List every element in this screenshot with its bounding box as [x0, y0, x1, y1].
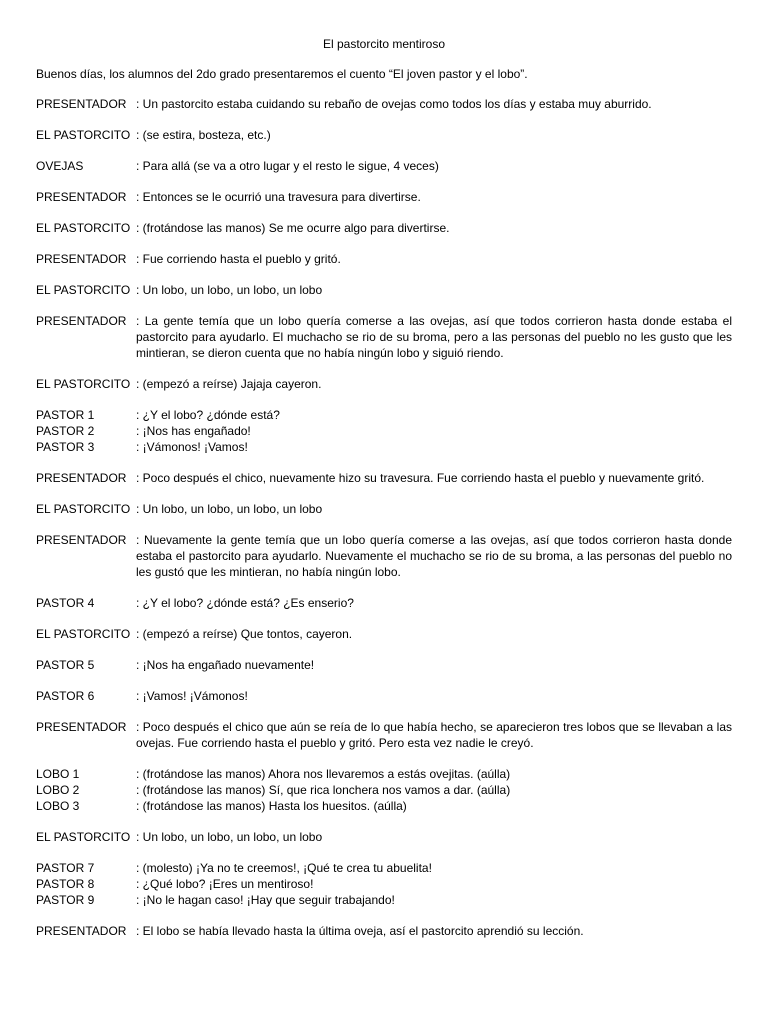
dialogue-block: [36, 860, 732, 908]
speaker-line: : Poco después el chico, nuevamente hizo su travesura. Fue corriendo hasta el pueblo y nuevamente gritó.: [136, 471, 705, 485]
speaker-name: PASTOR 4: [36, 596, 95, 610]
speaker-name: PRESENTADOR: [36, 533, 127, 547]
dialogue-block: [36, 595, 732, 611]
dialogue-line: [36, 782, 732, 798]
speaker-name: PRESENTADOR: [36, 97, 127, 111]
speaker-name: LOBO 2: [36, 783, 80, 797]
speaker-line: : (empezó a reírse) Jajaja cayeron.: [136, 377, 322, 391]
dialogue-line: [36, 798, 732, 814]
speaker-line: : ¡Vamos! ¡Vámonos!: [136, 689, 248, 703]
dialogue-block: [36, 127, 732, 143]
speaker-line: : ¡Nos has engañado!: [136, 424, 251, 438]
dialogue-block: [36, 251, 732, 267]
speaker-line: : Un lobo, un lobo, un lobo, un lobo: [136, 830, 323, 844]
dialogue-line: [36, 376, 732, 392]
speaker-name: EL PASTORCITO: [36, 221, 131, 235]
speaker-line: : ¡Nos ha engañado nuevamente!: [136, 658, 315, 672]
speaker-line: : (frotándose las manos) Se me ocurre algo para divertirse.: [136, 221, 450, 235]
dialogue-line: [36, 892, 732, 908]
speaker-line: : El lobo se había llevado hasta la última oveja, así el pastorcito aprendió su lección.: [136, 924, 584, 938]
speaker-line: : Poco después el chico que aún se reía de lo que había hecho, se aparecieron tres lobos que se llevaban a las ovejas. Fue corriendo hasta el pueblo y gritó. Pero esta vez nadie le creyó.: [136, 720, 732, 750]
dialogue-block: [36, 313, 732, 361]
dialogue-block: [36, 158, 732, 174]
dialogue-line: [36, 189, 732, 205]
dialogue-block: [36, 766, 732, 814]
speaker-name: OVEJAS: [36, 159, 84, 173]
speaker-line: : (empezó a reírse) Que tontos, cayeron.: [136, 627, 353, 641]
dialogue-line: [36, 595, 732, 611]
speaker-line: : (frotándose las manos) Sí, que rica lonchera nos vamos a dar. (aúlla): [136, 783, 511, 797]
dialogue-line: [36, 688, 732, 704]
dialogue-line: [36, 923, 732, 939]
speaker-name: EL PASTORCITO: [36, 128, 131, 142]
speaker-line: : ¡No le hagan caso! ¡Hay que seguir trabajando!: [136, 893, 395, 907]
speaker-name: PRESENTADOR: [36, 314, 127, 328]
speaker-name: PASTOR 1: [36, 408, 95, 422]
dialogue-block: [36, 688, 732, 704]
speaker-name: EL PASTORCITO: [36, 377, 131, 391]
dialogue-block: [36, 376, 732, 392]
speaker-name: LOBO 1: [36, 767, 80, 781]
dialogue-line: [36, 470, 732, 486]
speaker-name: EL PASTORCITO: [36, 502, 131, 516]
speaker-line: : Un lobo, un lobo, un lobo, un lobo: [136, 502, 323, 516]
speaker-name: PASTOR 9: [36, 893, 95, 907]
speaker-name: PASTOR 5: [36, 658, 95, 672]
speaker-line: : ¿Qué lobo? ¡Eres un mentiroso!: [136, 877, 314, 891]
dialogue-line: [36, 96, 732, 112]
speaker-name: PASTOR 8: [36, 877, 95, 891]
dialogue-line: [36, 501, 732, 517]
dialogue-block: [36, 96, 732, 112]
dialogue-block: [36, 220, 732, 236]
dialogue-line: [36, 423, 732, 439]
speaker-name: EL PASTORCITO: [36, 830, 131, 844]
speaker-name: LOBO 3: [36, 799, 80, 813]
dialogue-block: [36, 501, 732, 517]
speaker-name: PRESENTADOR: [36, 924, 127, 938]
dialogue-line: [36, 127, 732, 143]
speaker-line: : La gente temía que un lobo quería comerse a las ovejas, así que todos corrieron hasta donde estaba el pastorcito para ayudarlo. El muchacho se rio de su broma, pero a las personas del pueblo no les gusto que les mintieran, se dieron cuenta que no había ningún lobo y siguió riendo.: [136, 314, 732, 360]
dialogue-block: [36, 829, 732, 845]
dialogue-block: [36, 923, 732, 939]
dialogue-line: [36, 313, 732, 361]
dialogue-list: [36, 96, 732, 939]
speaker-line: : ¿Y el lobo? ¿dónde está?: [136, 408, 280, 422]
speaker-name: EL PASTORCITO: [36, 283, 131, 297]
speaker-line: : Un pastorcito estaba cuidando su rebaño de ovejas como todos los días y estaba muy aburrido.: [136, 97, 652, 111]
dialogue-block: [36, 657, 732, 673]
speaker-name: PASTOR 7: [36, 861, 95, 875]
dialogue-block: [36, 626, 732, 642]
dialogue-line: [36, 220, 732, 236]
speaker-line: : Entonces se le ocurrió una travesura para divertirse.: [136, 190, 421, 204]
dialogue-line: [36, 407, 732, 423]
intro-paragraph: Buenos días, los alumnos del 2do grado presentaremos el cuento “El joven pastor y el lobo”.: [36, 67, 528, 81]
speaker-line: : Un lobo, un lobo, un lobo, un lobo: [136, 283, 323, 297]
dialogue-line: [36, 439, 732, 455]
speaker-line: : ¡Vámonos! ¡Vamos!: [136, 440, 248, 454]
dialogue-line: [36, 251, 732, 267]
dialogue-line: [36, 532, 732, 580]
speaker-line: : (molesto) ¡Ya no te creemos!, ¡Qué te crea tu abuelita!: [136, 861, 432, 875]
speaker-line: : (frotándose las manos) Hasta los huesitos. (aúlla): [136, 799, 407, 813]
speaker-line: : Para allá (se va a otro lugar y el resto le sigue, 4 veces): [136, 159, 439, 173]
speaker-name: PASTOR 3: [36, 440, 95, 454]
dialogue-line: [36, 860, 732, 876]
dialogue-line: [36, 626, 732, 642]
speaker-name: EL PASTORCITO: [36, 627, 131, 641]
dialogue-line: [36, 719, 732, 751]
speaker-name: PASTOR 2: [36, 424, 95, 438]
speaker-line: : Nuevamente la gente temía que un lobo quería comerse a las ovejas, así que todos corrieron hasta donde estaba el pastorcito para ayudarlo. Nuevamente el muchacho se rio de su broma, a las personas del pueblo no les gustó que les mintieran, no había ningún lobo.: [136, 533, 732, 579]
speaker-name: PRESENTADOR: [36, 252, 127, 266]
dialogue-block: [36, 189, 732, 205]
speaker-line: : (frotándose las manos) Ahora nos llevaremos a estás ovejitas. (aúlla): [136, 767, 511, 781]
dialogue-block: [36, 470, 732, 486]
dialogue-block: [36, 532, 732, 580]
document-title: El pastorcito mentiroso: [322, 37, 446, 51]
speaker-line: : ¿Y el lobo? ¿dónde está? ¿Es enserio?: [136, 596, 354, 610]
dialogue-line: [36, 766, 732, 782]
dialogue-line: [36, 657, 732, 673]
speaker-name: PRESENTADOR: [36, 720, 127, 734]
dialogue-line: [36, 158, 732, 174]
dialogue-line: [36, 829, 732, 845]
speaker-name: PRESENTADOR: [36, 471, 127, 485]
dialogue-line: [36, 876, 732, 892]
speaker-line: : Fue corriendo hasta el pueblo y gritó.: [136, 252, 341, 266]
dialogue-block: [36, 282, 732, 298]
speaker-name: PRESENTADOR: [36, 190, 127, 204]
dialogue-line: [36, 282, 732, 298]
speaker-name: PASTOR 6: [36, 689, 95, 703]
dialogue-block: [36, 719, 732, 751]
dialogue-block: [36, 407, 732, 455]
speaker-line: : (se estira, bosteza, etc.): [136, 128, 271, 142]
